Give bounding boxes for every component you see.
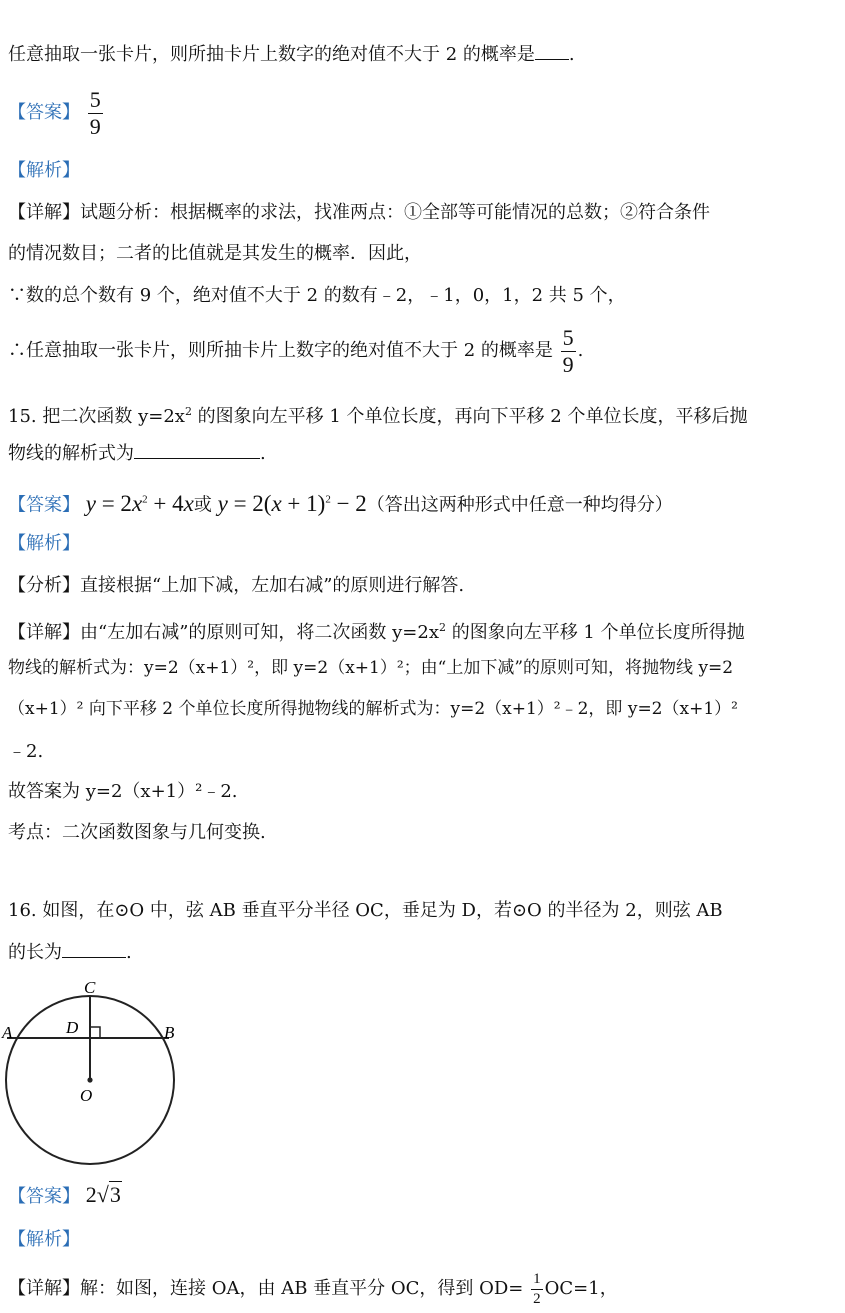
detail-15-line-1: [8, 615, 745, 646]
conclusion-fraction: [561, 324, 576, 377]
period: .: [260, 443, 266, 464]
answer-line-15: 【答案】 $y = 2x^2 + 4x$或 $y = 2(x + 1)^2 - 2$（答出这两种形式中任意一种均得分）: [8, 490, 673, 516]
analysis-line-15: [8, 531, 80, 557]
half-fraction: [531, 1272, 543, 1307]
answer-formula-alt: $y = 2(x + 1)^2 - 2$: [217, 490, 367, 516]
superscript: 2: [438, 621, 446, 634]
detail-15-line-4: [8, 739, 43, 765]
detail-text: OC=1，: [544, 1278, 618, 1299]
fraction-denominator: 9: [562, 351, 574, 377]
fraction-numerator: 1: [531, 1272, 543, 1290]
question-text: 的长为: [8, 942, 62, 963]
detail-15-line-2: [8, 655, 733, 681]
detail-text: （x+1）² 向下平移 2 个单位长度所得抛物线的解析式为：y=2（x+1）²﹣2，即 y=2（x+1）²: [8, 699, 738, 719]
line-probability-question: [8, 41, 575, 68]
detail-text: 故答案为 y=2（x+1）²﹣2.: [8, 781, 238, 802]
label-c: C: [84, 978, 96, 997]
center-point: [87, 1077, 92, 1082]
question-16-line-1: [8, 898, 723, 924]
answer-tag: 【答案】: [8, 102, 80, 123]
radicand: 3: [109, 1182, 121, 1207]
detail-text: 由“左加右减”的原则可知，将二次函数 y=2x: [80, 622, 439, 643]
analysis-tag: 【解析】: [8, 1229, 80, 1250]
label-d: D: [66, 1018, 79, 1037]
detail-tag: 【详解】: [8, 1278, 80, 1299]
period: .: [577, 340, 584, 361]
question-text: 物线的解析式为: [8, 443, 134, 464]
answer-blank: [535, 41, 569, 60]
detail-line-2: [8, 241, 422, 267]
detail-text: 物线的解析式为：y=2（x+1）²，即 y=2（x+1）²；由“上加下减”的原则可知，将抛物线 y=2: [8, 658, 734, 678]
detail-15-line-6: [8, 820, 266, 846]
label-o: O: [80, 1086, 93, 1105]
fraction-denominator: 9: [89, 113, 101, 139]
analysis-tag: 【解析】: [8, 160, 80, 181]
detail-text: ∴任意抽取一张卡片，则所抽卡片上数字的绝对值不大于 2 的概率是: [8, 340, 553, 361]
fraction-denominator: 2: [533, 1290, 541, 1307]
detail-text: ﹣2.: [8, 741, 44, 762]
detail-text: 的情况数目；二者的比值就是其发生的概率．因此，: [8, 243, 422, 264]
answer-note: （答出这两种形式中任意一种均得分）: [366, 494, 673, 516]
answer-blank: [134, 440, 260, 459]
period: .: [126, 942, 132, 963]
detail-line-4: [8, 326, 583, 376]
question-15-line-2: [8, 440, 266, 467]
analysis-tag: 【解析】: [8, 533, 80, 554]
detail-16-line-1: [8, 1267, 618, 1311]
answer-line-16: [8, 1180, 122, 1212]
detail-line-1: [8, 200, 710, 226]
detail-text: 解：如图，连接 OA，由 AB 垂直平分 OC，得到 OD=: [80, 1278, 524, 1299]
circle-chord-figure: [0, 975, 180, 1165]
detail-line-3: [8, 283, 626, 309]
detail-15-line-3: [8, 696, 738, 722]
answer-blank: [62, 939, 126, 958]
fenxi-line: [8, 573, 464, 599]
question-15-line-1: [8, 399, 747, 430]
answer-tag: 【答案】: [8, 1186, 80, 1207]
detail-tag: 【详解】: [8, 622, 80, 643]
analysis-line-16: [8, 1227, 80, 1253]
analysis-line-1: [8, 158, 80, 184]
question-text: 的图象向左平移 1 个单位长度，再向下平移 2 个单位长度，平移后抛: [191, 406, 748, 427]
coefficient: 2: [85, 1182, 97, 1207]
answer-fraction: [88, 86, 103, 139]
period: .: [568, 44, 575, 65]
question-text: 任意抽取一张卡片，则所抽卡片上数字的绝对值不大于 2 的概率是: [8, 44, 535, 65]
detail-text: 试题分析：根据概率的求法，找准两点：①全部等可能情况的总数；②符合条件: [80, 202, 710, 223]
detail-text: 考点：二次函数图象与几何变换.: [8, 822, 266, 843]
question-text: 15. 把二次函数 y=2x: [8, 406, 185, 427]
answer-line-1: [8, 88, 105, 138]
label-b: B: [164, 1023, 175, 1042]
detail-text: ∵数的总个数有 9 个，绝对值不大于 2 的数有﹣2，﹣1，0，1，2 共 5 个，: [8, 285, 626, 306]
superscript: 2: [184, 405, 192, 418]
answer-sqrt: 2√3: [85, 1182, 121, 1207]
fraction-numerator: 5: [89, 86, 101, 112]
right-angle-mark: [90, 1027, 100, 1038]
detail-text: 的图象向左平移 1 个单位长度所得抛: [445, 622, 745, 643]
answer-formula: $y = 2x^2 + 4x$: [85, 490, 194, 516]
question-text: 16. 如图，在⊙O 中，弦 AB 垂直平分半径 OC，垂足为 D，若⊙O 的半径为 2，则弦 AB: [8, 900, 723, 921]
fenxi-text: 直接根据“上加下减，左加右减”的原则进行解答.: [80, 575, 465, 596]
detail-tag: 【详解】: [8, 202, 80, 223]
label-a: A: [2, 1023, 13, 1042]
question-16-line-2: [8, 939, 132, 966]
fraction-numerator: 5: [562, 324, 574, 350]
answer-tag: 【答案】: [8, 494, 80, 516]
detail-15-line-5: [8, 779, 238, 805]
fenxi-tag: 【分析】: [8, 575, 80, 596]
